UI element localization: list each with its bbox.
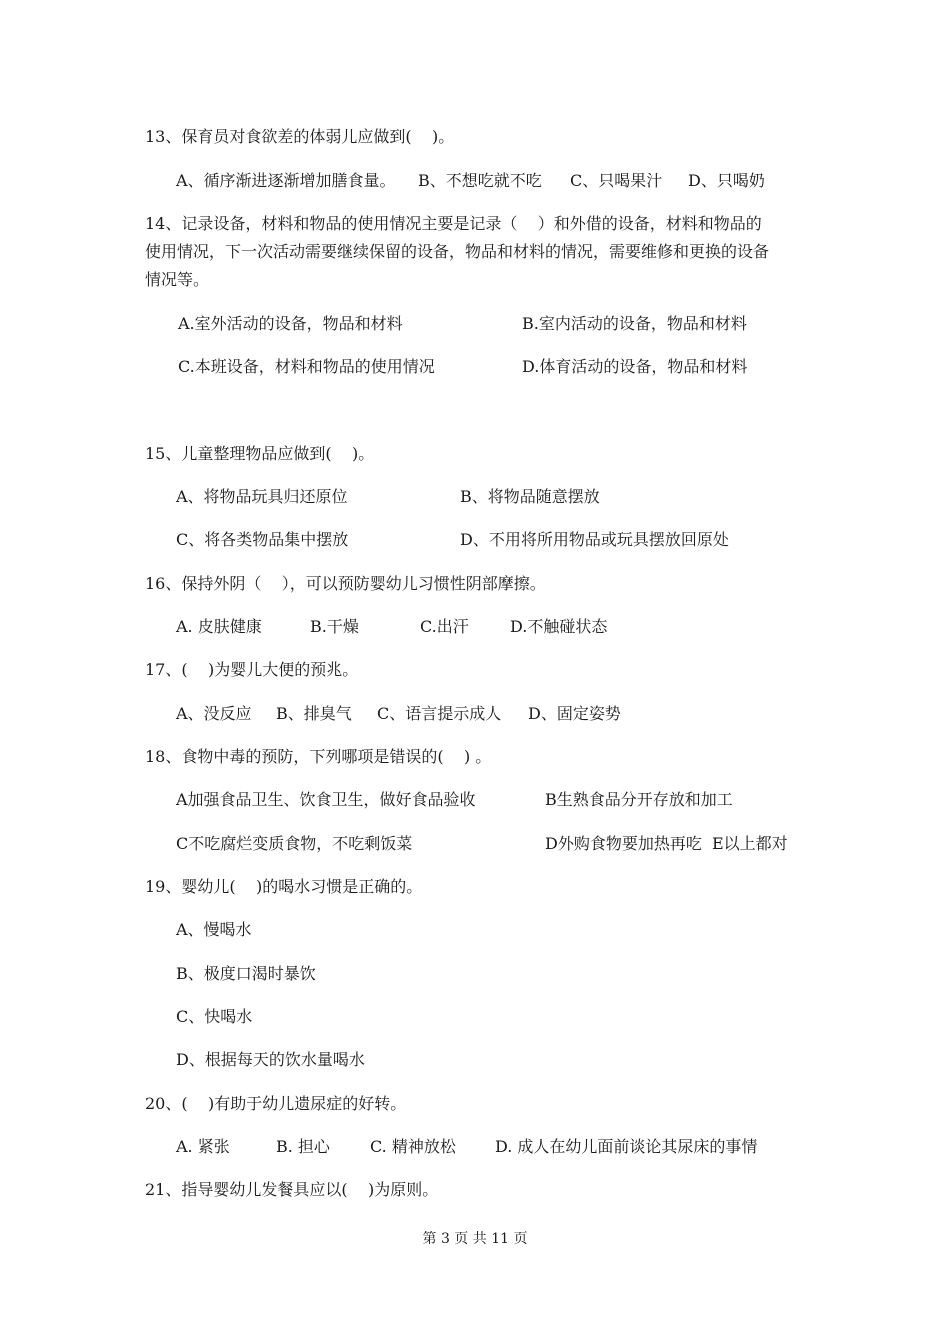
q15-option-b: B、将物品随意摆放 xyxy=(460,487,600,506)
q13-option-d: D、只喝奶 xyxy=(688,171,765,190)
q14-option-b: B.室内活动的设备，物品和材料 xyxy=(522,314,747,333)
q14-option-c: C.本班设备，材料和物品的使用情况 xyxy=(178,357,435,376)
q16-option-b: B.干燥 xyxy=(310,617,359,636)
q19-option-d: D、根据每天的饮水量喝水 xyxy=(176,1050,365,1069)
q15-option-d: D、不用将所用物品或玩具摆放回原处 xyxy=(460,530,729,549)
question-18-stem: 18、食物中毒的预防，下列哪项是错误的( ) 。 xyxy=(145,747,492,766)
q13-option-a: A、循序渐进逐渐增加膳食量。 xyxy=(176,171,396,190)
q18-option-a: A加强食品卫生、饮食卫生，做好食品验收 xyxy=(176,790,476,809)
q20-option-d: D. 成人在幼儿面前谈论其尿床的事情 xyxy=(495,1137,758,1156)
q18-option-c: C不吃腐烂变质食物，不吃剩饭菜 xyxy=(176,834,413,853)
question-17-stem: 17、( )为婴儿大便的预兆。 xyxy=(145,660,359,679)
q19-option-c: C、快喝水 xyxy=(176,1007,253,1026)
q14-option-d: D.体育活动的设备，物品和材料 xyxy=(522,357,748,376)
q20-option-c: C. 精神放松 xyxy=(370,1137,456,1156)
question-19-stem: 19、婴幼儿( )的喝水习惯是正确的。 xyxy=(145,877,423,896)
q19-option-a: A、慢喝水 xyxy=(176,920,252,939)
question-20-stem: 20、( )有助于幼儿遗尿症的好转。 xyxy=(145,1094,407,1113)
q15-option-c: C、将各类物品集中摆放 xyxy=(176,530,349,549)
q17-option-a: A、没反应 xyxy=(176,704,252,723)
q16-option-a: A. 皮肤健康 xyxy=(176,617,262,636)
q15-option-a: A、将物品玩具归还原位 xyxy=(176,487,348,506)
q17-option-b: B、排臭气 xyxy=(276,704,352,723)
q20-option-b: B. 担心 xyxy=(276,1137,330,1156)
question-21-stem: 21、指导婴幼儿发餐具应以( )为原则。 xyxy=(145,1180,439,1199)
q20-option-a: A. 紧张 xyxy=(176,1137,230,1156)
q13-option-c: C、只喝果汁 xyxy=(570,171,663,190)
q17-option-d: D、固定姿势 xyxy=(528,704,621,723)
q13-option-b: B、不想吃就不吃 xyxy=(418,171,542,190)
q17-option-c: C、语言提示成人 xyxy=(377,704,502,723)
q18-option-b: B生熟食品分开存放和加工 xyxy=(545,790,733,809)
question-16-stem: 16、保持外阴（ ），可以预防婴幼儿习惯性阴部摩擦。 xyxy=(145,574,546,593)
q16-option-d: D.不触碰状态 xyxy=(510,617,608,636)
question-13-stem: 13、保育员对食欲差的体弱儿应做到( )。 xyxy=(145,127,455,146)
q18-option-d-e: D外购食物要加热再吃 E以上都对 xyxy=(545,834,788,853)
question-14-stem-line-3: 情况等。 xyxy=(145,270,210,289)
page-footer: 第 3 页 共 11 页 xyxy=(422,1231,528,1247)
q14-option-a: A.室外活动的设备，物品和材料 xyxy=(178,314,403,333)
question-15-stem: 15、儿童整理物品应做到( )。 xyxy=(145,444,375,463)
question-14-stem-line-2: 使用情况，下一次活动需要继续保留的设备，物品和材料的情况，需要维修和更换的设备 xyxy=(145,242,770,261)
question-14-stem-line-1: 14、记录设备，材料和物品的使用情况主要是记录（ ）和外借的设备，材料和物品的 xyxy=(145,214,762,233)
q16-option-c: C.出汗 xyxy=(420,617,469,636)
q19-option-b: B、极度口渴时暴饮 xyxy=(176,964,316,983)
